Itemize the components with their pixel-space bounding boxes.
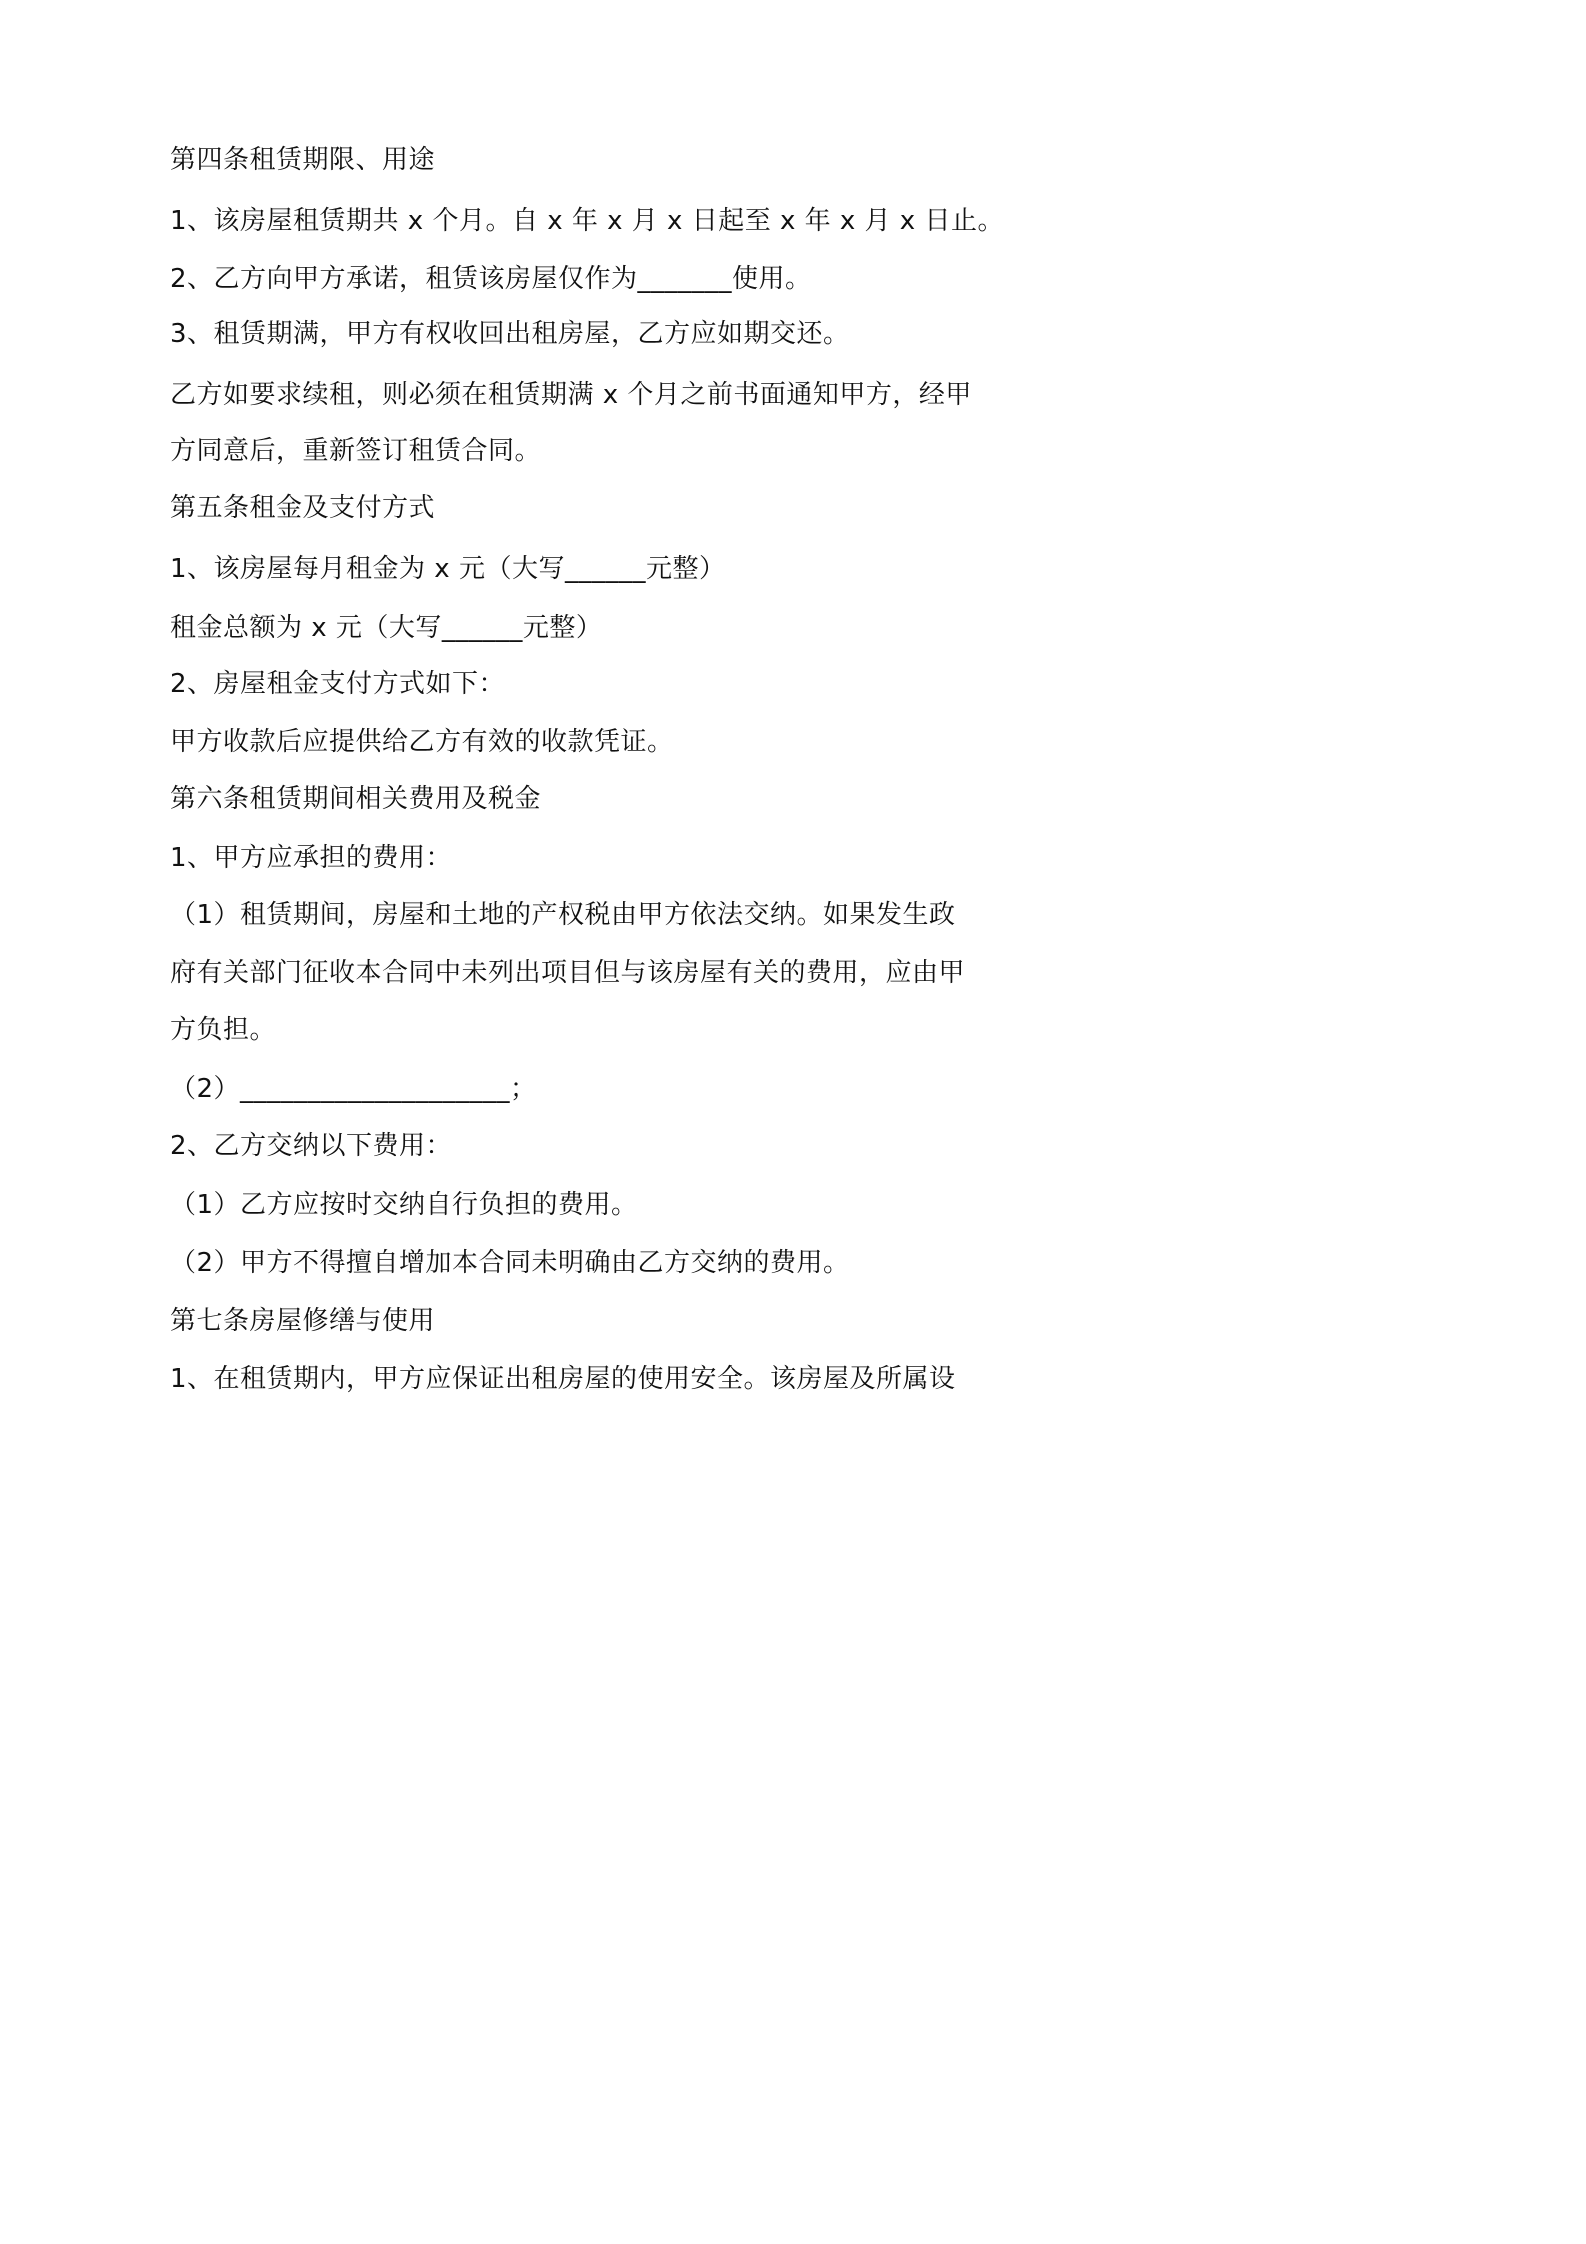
article-7-item-1: 1、在租赁期内，甲方应保证出租房屋的使用安全。该房屋及所属设 [170,1364,956,1394]
article-6-item-2-sub-1: （1）乙方应按时交纳自行负担的费用。 [170,1190,638,1220]
article-6-sub-1-line-1: （1）租赁期间，房屋和土地的产权税由甲方依法交纳。如果发生政 [170,900,956,930]
article-6-sub-2: （2）____________________； [170,1074,537,1104]
article-4-item-3: 3、租赁期满，甲方有权收回出租房屋，乙方应如期交还。 [170,319,850,349]
document-page [0,0,1100,1558]
total-rent-line: 租金总额为 x 元（大写______元整） [170,613,603,643]
article-6-item-1: 1、甲方应承担的费用： [170,843,453,873]
article-5-item-2: 2、房屋租金支付方式如下： [170,669,506,699]
article-4-item-1: 1、该房屋租赁期共 x 个月。自 x 年 x 月 x 日起至 x 年 x 月 x 日止。 [170,206,1004,236]
renewal-paragraph-line-2: 方同意后，重新签订租赁合同。 [170,436,542,466]
article-6-item-2: 2、乙方交纳以下费用： [170,1131,453,1161]
receipt-line: 甲方收款后应提供给乙方有效的收款凭证。 [170,727,674,757]
article-7-heading: 第七条房屋修缮与使用 [170,1306,436,1336]
article-5-item-1: 1、该房屋每月租金为 x 元（大写______元整） [170,554,726,584]
article-6-heading: 第六条租赁期间相关费用及税金 [170,784,542,814]
article-4-item-2: 2、乙方向甲方承诺，租赁该房屋仅作为_______使用。 [170,264,812,294]
renewal-paragraph-line-1: 乙方如要求续租，则必须在租赁期满 x 个月之前书面通知甲方，经甲 [170,380,972,410]
article-6-sub-1-line-2: 府有关部门征收本合同中未列出项目但与该房屋有关的费用，应由甲 [170,958,966,988]
article-6-item-2-sub-2: （2）甲方不得擅自增加本合同未明确由乙方交纳的费用。 [170,1248,850,1278]
article-5-heading: 第五条租金及支付方式 [170,493,436,523]
article-6-sub-1-line-3: 方负担。 [170,1015,277,1045]
article-4-heading: 第四条租赁期限、用途 [170,145,436,175]
